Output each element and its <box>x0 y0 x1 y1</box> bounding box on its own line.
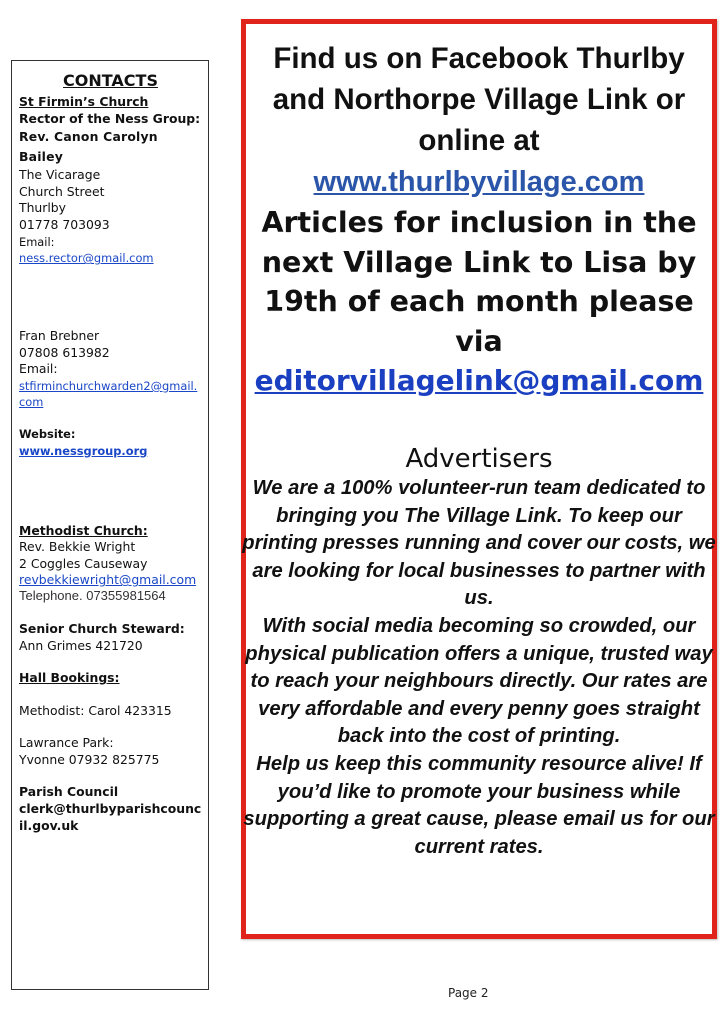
steward-contact: Ann Grimes 421720 <box>19 637 143 653</box>
website-link-large[interactable]: www.thurlbyvillage.com <box>313 166 645 198</box>
methodist-phone: Telephone. 07355981564 <box>19 588 166 604</box>
warden-email-label: Email: <box>19 361 58 377</box>
church-name: St Firmin’s Church <box>19 94 149 109</box>
rector-phone: 01778 703093 <box>19 216 110 232</box>
info-panel <box>241 19 717 939</box>
warden-name: Fran Brebner <box>19 328 100 344</box>
steward-heading: Senior Church Steward: <box>19 620 185 636</box>
hall-methodist: Methodist: Carol 423315 <box>19 702 172 718</box>
email-label: Email: <box>19 234 55 249</box>
website-label: Website: <box>19 426 76 441</box>
address-line-3: Thurlby <box>19 200 67 216</box>
advertisers-paragraph-2: With social media becoming so crowded, our physical publication offers a unique, trusted way to reach your neighbours directly. Our rates are very affordable and every penny goes straight back into the cost of printing. <box>245 614 713 748</box>
rector-role: Rector of the Ness Group: <box>19 110 201 126</box>
facebook-line: Find us on Facebook Thurlby and Northorpe Village Link or online at <box>272 42 686 157</box>
advertisers-paragraph-3: Help us keep this community resource alive! If you’d like to promote your business while supporting a great cause, please email us for our current rates. <box>243 752 715 858</box>
rector-name: Rev. Canon Carolyn Bailey <box>19 129 158 165</box>
page-number: Page 2 <box>448 986 489 1000</box>
contacts-box <box>11 60 209 990</box>
advertisers-heading: Advertisers <box>405 444 553 474</box>
methodist-address: 2 Coggles Causeway <box>19 555 148 571</box>
parish-council-heading: Parish Council <box>19 784 119 800</box>
methodist-minister: Rev. Bekkie Wright <box>19 539 136 555</box>
hall-lawrance-contact: Yvonne 07932 825775 <box>19 751 160 767</box>
hall-lawrance-label: Lawrance Park: <box>19 735 114 751</box>
facebook-text <box>246 38 712 203</box>
contacts-title: CONTACTS <box>63 71 158 90</box>
rector-email-link[interactable]: ness.rector@gmail.com <box>19 251 154 266</box>
warden-email-link[interactable]: stfirminchurchwarden2@gmail.com <box>19 378 198 409</box>
articles-text: Articles for inclusion in the next Village Link to Lisa by 19th of each month please via <box>261 206 697 358</box>
warden-phone: 07808 613982 <box>19 344 110 360</box>
methodist-heading: Methodist Church: <box>19 522 148 538</box>
editor-email-link[interactable]: editorvillagelink@gmail.com <box>254 364 704 397</box>
methodist-email-link[interactable]: revbekkiewright@gmail.com <box>19 572 197 588</box>
parish-council-email: clerk@thurlbyparishcouncil.gov.uk <box>19 801 202 833</box>
address-line-2: Church Street <box>19 183 105 199</box>
advertisers-paragraph-1: We are a 100% volunteer-run team dedicated to bringing you The Village Link. To keep our printing presses running and cover our costs, we are looking for local businesses to partner with us. <box>242 477 716 610</box>
hall-bookings-heading: Hall Bookings: <box>19 670 120 686</box>
address-line-1: The Vicarage <box>19 167 101 183</box>
website-link[interactable]: www.nessgroup.org <box>19 443 148 458</box>
